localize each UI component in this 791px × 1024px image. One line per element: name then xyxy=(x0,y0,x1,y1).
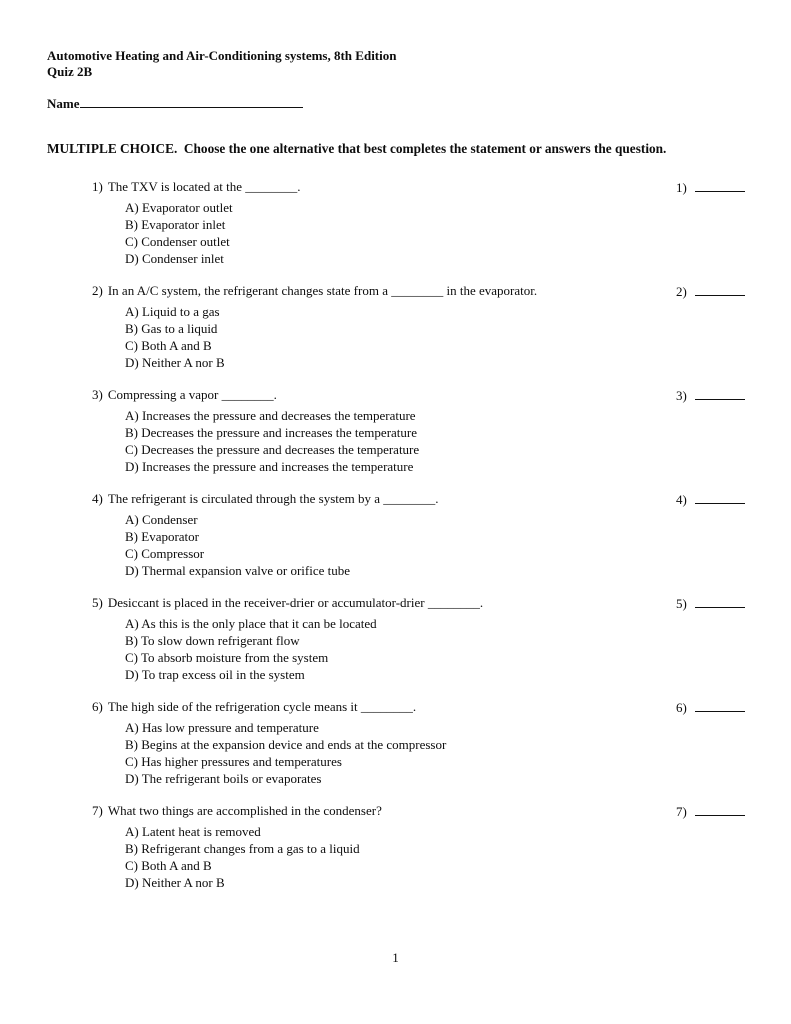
question-options xyxy=(92,511,676,579)
question-options xyxy=(92,199,676,267)
question-option: D) Neither A nor B xyxy=(125,355,225,370)
question-option: C) Both A and B xyxy=(125,338,212,353)
question-option: D) Thermal expansion valve or orifice tube xyxy=(125,563,351,578)
question-option: C) Both A and B xyxy=(125,858,212,873)
question-main xyxy=(92,282,676,371)
name-row xyxy=(47,95,746,112)
instructions-heading: MULTIPLE CHOICE. Choose the one alternative that best completes the statement or answers the question. xyxy=(47,141,667,156)
page-number: 1 xyxy=(392,950,399,965)
question-option: C) Decreases the pressure and decreases the temperature xyxy=(125,442,420,457)
question-text: In an A/C system, the refrigerant changes state from a ________ in the evaporator. xyxy=(107,283,538,298)
answer-blank xyxy=(695,284,745,296)
question-options xyxy=(92,719,676,787)
question-line xyxy=(92,490,676,507)
questions-list xyxy=(92,178,746,891)
question-text: Compressing a vapor ________. xyxy=(107,387,277,402)
answer-blank xyxy=(695,700,745,712)
answer-number: 3) xyxy=(676,388,687,403)
question-main xyxy=(92,386,676,475)
question-option: B) Evaporator xyxy=(125,529,200,544)
question-option: C) Compressor xyxy=(125,546,205,561)
question-number: 2) xyxy=(92,283,103,298)
answer-slot xyxy=(676,178,746,196)
answer-blank xyxy=(695,180,745,192)
question-option: D) Neither A nor B xyxy=(125,875,225,890)
question-option: A) Increases the pressure and decreases the temperature xyxy=(125,408,416,423)
question-option: A) Condenser xyxy=(125,512,198,527)
question-text: The high side of the refrigeration cycle means it ________. xyxy=(107,699,417,714)
answer-slot xyxy=(676,594,746,612)
question-option: C) Has higher pressures and temperatures xyxy=(125,754,342,769)
question-block xyxy=(92,386,746,475)
document-title: Automotive Heating and Air-Conditioning systems, 8th Edition xyxy=(47,48,397,63)
question-option: A) Latent heat is removed xyxy=(125,824,261,839)
question-option: C) To absorb moisture from the system xyxy=(125,650,329,665)
name-blank xyxy=(80,95,303,108)
answer-number: 6) xyxy=(676,700,687,715)
question-options xyxy=(92,303,676,371)
question-number: 6) xyxy=(92,699,103,714)
question-number: 3) xyxy=(92,387,103,402)
question-line xyxy=(92,594,676,611)
question-options xyxy=(92,407,676,475)
question-line xyxy=(92,802,676,819)
question-text: What two things are accomplished in the condenser? xyxy=(107,803,382,818)
answer-slot xyxy=(676,802,746,820)
answer-blank xyxy=(695,804,745,816)
question-line xyxy=(92,698,676,715)
answer-slot xyxy=(676,698,746,716)
question-main xyxy=(92,802,676,891)
answer-number: 2) xyxy=(676,284,687,299)
question-option: B) Decreases the pressure and increases the temperature xyxy=(125,425,417,440)
question-block xyxy=(92,698,746,787)
question-number: 7) xyxy=(92,803,103,818)
question-option: D) Increases the pressure and increases the temperature xyxy=(125,459,414,474)
question-option: A) Liquid to a gas xyxy=(125,304,220,319)
question-option: B) Gas to a liquid xyxy=(125,321,218,336)
question-option: C) Condenser outlet xyxy=(125,234,230,249)
question-main xyxy=(92,594,676,683)
question-number: 1) xyxy=(92,179,103,194)
question-main xyxy=(92,178,676,267)
answer-slot xyxy=(676,490,746,508)
question-text: The refrigerant is circulated through the system by a ________. xyxy=(107,491,439,506)
answer-number: 5) xyxy=(676,596,687,611)
question-option: B) Refrigerant changes from a gas to a liquid xyxy=(125,841,360,856)
question-options xyxy=(92,823,676,891)
question-line xyxy=(92,178,676,195)
name-label: Name xyxy=(47,96,80,111)
question-main xyxy=(92,698,676,787)
question-block xyxy=(92,802,746,891)
answer-slot xyxy=(676,386,746,404)
question-options xyxy=(92,615,676,683)
question-text: The TXV is located at the ________. xyxy=(107,179,301,194)
answer-number: 4) xyxy=(676,492,687,507)
question-block xyxy=(92,282,746,371)
answer-number: 1) xyxy=(676,180,687,195)
question-option: B) Evaporator inlet xyxy=(125,217,226,232)
question-option: A) Has low pressure and temperature xyxy=(125,720,319,735)
answer-blank xyxy=(695,492,745,504)
answer-number: 7) xyxy=(676,804,687,819)
question-option: D) To trap excess oil in the system xyxy=(125,667,305,682)
question-block xyxy=(92,178,746,267)
question-option: B) To slow down refrigerant flow xyxy=(125,633,300,648)
question-block xyxy=(92,490,746,579)
question-option: D) The refrigerant boils or evaporates xyxy=(125,771,322,786)
answer-slot xyxy=(676,282,746,300)
answer-blank xyxy=(695,596,745,608)
question-line xyxy=(92,386,676,403)
question-line xyxy=(92,282,676,299)
question-text: Desiccant is placed in the receiver-drier or accumulator-drier ________. xyxy=(107,595,484,610)
question-option: A) Evaporator outlet xyxy=(125,200,233,215)
question-option: B) Begins at the expansion device and ends at the compressor xyxy=(125,737,447,752)
question-option: A) As this is the only place that it can be located xyxy=(125,616,377,631)
question-main xyxy=(92,490,676,579)
question-number: 5) xyxy=(92,595,103,610)
answer-blank xyxy=(695,388,745,400)
question-option: D) Condenser inlet xyxy=(125,251,224,266)
question-block xyxy=(92,594,746,683)
quiz-label: Quiz 2B xyxy=(47,64,93,79)
question-number: 4) xyxy=(92,491,103,506)
